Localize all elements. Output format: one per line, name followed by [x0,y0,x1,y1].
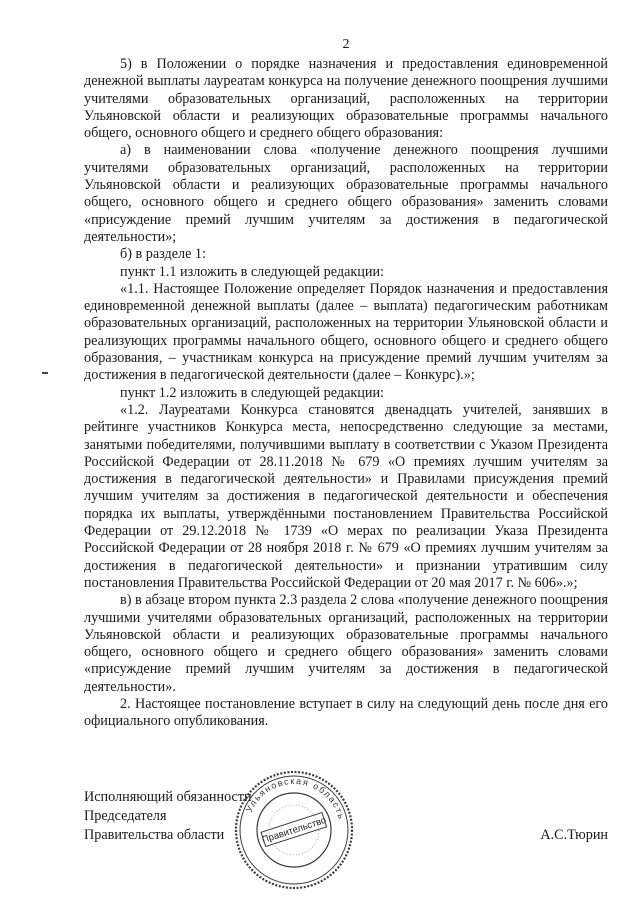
official-seal-stamp [232,768,356,892]
page-number: 2 [342,37,350,52]
paragraph-subitem-v: в) в абзаце втором пункта 2.3 раздела 2 слова «получение денежного поощрения лучшими учителями образовательных организаций, расположенных на территории Ульяновской области и реализующих образовательные программы начального общего, основного общего и среднего общего образования» заменить словами «присуждение премий лучшим учителям за достижения в педагогической деятельности». [84,592,608,695]
paragraph-clause-1-1-intro: пункт 1.1 изложить в следующей редакции: [120,263,384,280]
signature-position-line1: Исполняющий обязанности [84,789,252,805]
paragraph-subitem-a: а) в наименовании слова «получение денежного поощрения лучшими учителями образовательных организаций, расположенных на территории Ульяновской области и реализующих образовательные программы начального общего, основного общего и среднего общего образования» заменить словами «присуждение премий лучшим учителям за достижения в педагогической деятельности»; [84,142,608,245]
paragraph-clause-1-1: «1.1. Настоящее Положение определяет Порядок назначения и предоставления единовременной денежной выплаты (далее – выплата) педагогическим работникам образовательных организаций, расположенных на территории Ульяновской области и реализующих программы начального общего, основного общего и среднего общего образования, – участникам конкурса на присуждение премий лучшим учителям за достижения в педагогической деятельности (далее – Конкурс).»; [84,280,608,384]
paragraph-clause-1-2-intro: пункт 1.2 изложить в следующей редакции: [120,384,384,401]
signatory-name: А.С.Тюрин [540,827,608,843]
paragraph-effective-date: 2. Настоящее постановление вступает в силу на следующий день после дня его официального опубликования. [84,695,608,730]
paragraph-item-5: 5) в Положении о порядке назначения и предоставления единовременной денежной выплаты лауреатам конкурса на получение денежного поощрения лучшими учителями образовательных организаций, расположенных на территории Ульяновской области и реализующих образовательные программы начального общего, основного общего и среднего общего образования: [84,56,608,142]
seal-center-text: Правительство [260,814,328,847]
signature-position-line2: Председателя [84,808,167,824]
paragraph-subitem-b: б) в разделе 1: [120,246,206,263]
seal-ring-text: Ульяновская область [243,775,347,822]
signature-position-line3: Правительства области [84,827,225,843]
document-body [84,36,608,731]
margin-mark [42,372,48,374]
paragraph-clause-1-2: «1.2. Лауреатами Конкурса становятся двенадцать учителей, занявших в рейтинге участников Конкурса места, непосредственно следующие за местами, занятыми победителями, получившими выплату в соответствии с Указом Президента Российской Федерации от 28.11.2018 № 679 «О премиях лучшим учителям за достижения в педагогической деятельности» и Правилами присуждения премий лучшим учителям за достижения в педагогической деятельности и обеспечения порядка их выплаты, утверждёнными постановлением Правительства Российской Федерации от 29.12.2018 № 1739 «О мерах по реализации Указа Президента Российской Федерации от 28 ноября 2018 г. № 679 «О премиях лучшим учителям за достижения в педагогической деятельности» и признании утратившим силу постановления Правительства Российской Федерации от 20 мая 2017 г. № 606».»; [84,401,608,591]
